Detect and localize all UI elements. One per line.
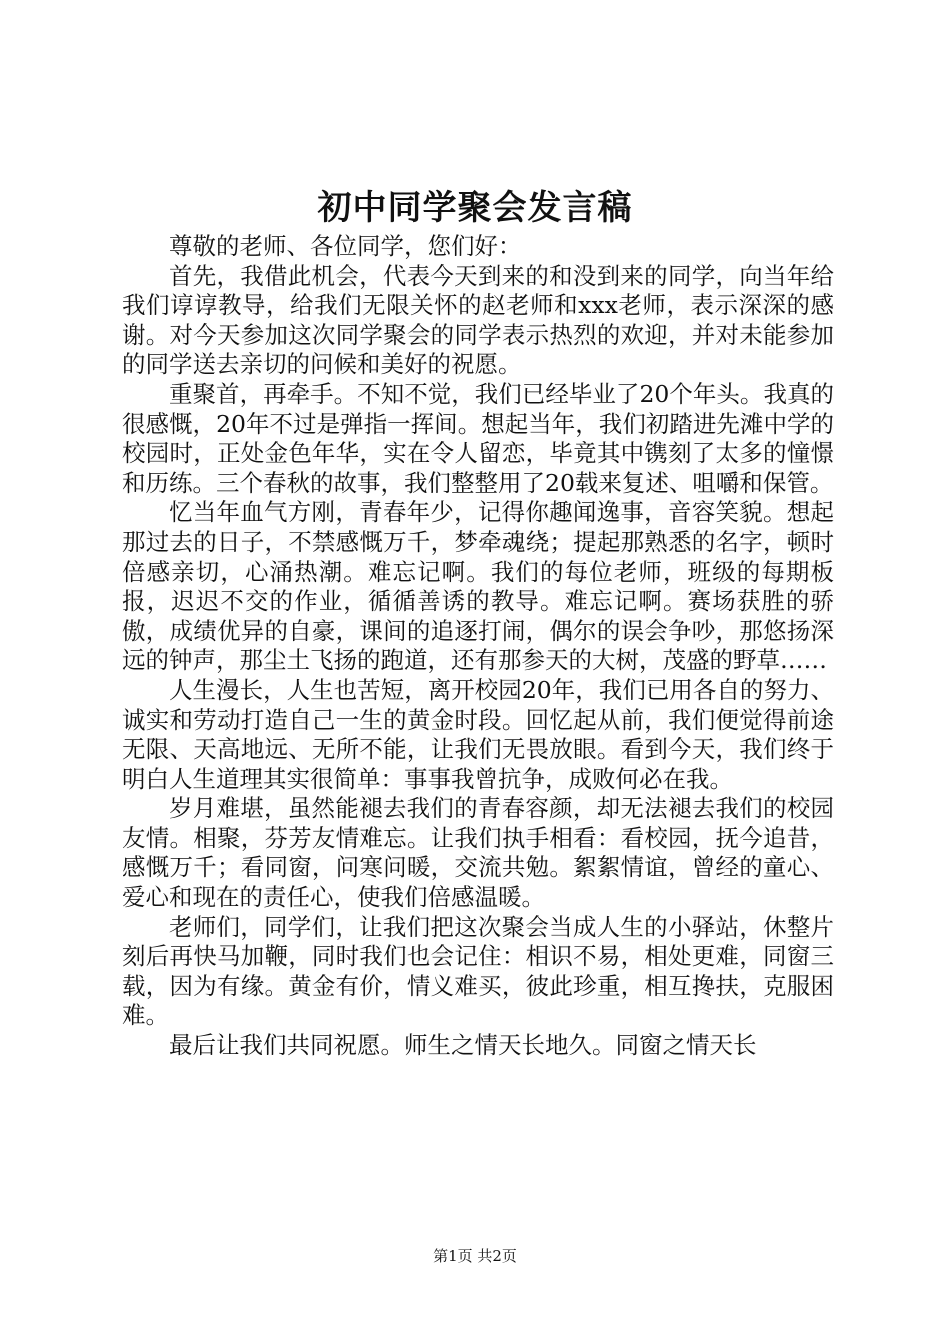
paragraph-greeting: 尊敬的老师、各位同学，您们好： [169,232,522,260]
page-footer: 第1页 共2页 [433,1247,517,1265]
paragraph-teachers: 老师们，同学们，让我们把这次聚会当成人生的小驿站，休整片刻后再快马加鞭，同时我们也会记住：相识不易，相处更难，同窗三载，因为有缘。黄金有价，情义难买，彼此珍重，相互搀扶，克服困难。 [122,912,834,1030]
paragraph-friendship: 岁月难堪，虽然能褪去我们的青春容颜，却无法褪去我们的校园友情。相聚，芬芳友情难忘。让我们执手相看：看校园，抚今追昔，感慨万千；看同窗，问寒问暖，交流共勉。絮絮情谊，曾经的童心、爱心和现在的责任心，使我们倍感温暖。 [122,794,834,912]
paragraph-closing: 最后让我们共同祝愿。师生之情天长地久。同窗之情天长 [169,1031,757,1060]
document-title: 初中同学聚会发言稿 [317,188,633,228]
paragraph-life: 人生漫长，人生也苦短，离开校园20年，我们已用各自的努力、诚实和劳动打造自己一生的黄金时段。回忆起从前，我们便觉得前途无限、天高地远、无所不能，让我们无畏放眼。看到今天，我们终于明白人生道理其实很简单：事事我曾抗争，成败何必在我。 [122,675,834,793]
paragraph-memories: 忆当年血气方刚，青春年少，记得你趣闻逸事，音容笑貌。想起那过去的日子，不禁感慨万千，梦牵魂绕；提起那熟悉的名字，顿时倍感亲切，心涌热潮。难忘记啊。我们的每位老师，班级的每期板报，迟迟不交的作业，循循善诱的教导。难忘记啊。赛场获胜的骄傲，成绩优异的自豪，课间的追逐打闹，偶尔的误会争吵，那悠扬深远的钟声，那尘土飞扬的跑道，还有那参天的大树，茂盛的野草…… [122,498,834,675]
document-body [122,232,834,1061]
paragraph-thanks: 首先，我借此机会，代表今天到来的和没到来的同学，向当年给我们谆谆教导，给我们无限关怀的赵老师和xxx老师，表示深深的感谢。对今天参加这次同学聚会的同学表示热烈的欢迎，并对未能参加的同学送去亲切的问候和美好的祝愿。 [122,261,834,379]
paragraph-reunion: 重聚首，再牵手。不知不觉，我们已经毕业了20个年头。我真的很感慨，20年不过是弹指一挥间。想起当年，我们初踏进先滩中学的校园时，正处金色年华，实在令人留恋，毕竟其中镌刻了太多的憧憬和历练。三个春秋的故事，我们整整用了20载来复述、咀嚼和保管。 [122,379,834,497]
